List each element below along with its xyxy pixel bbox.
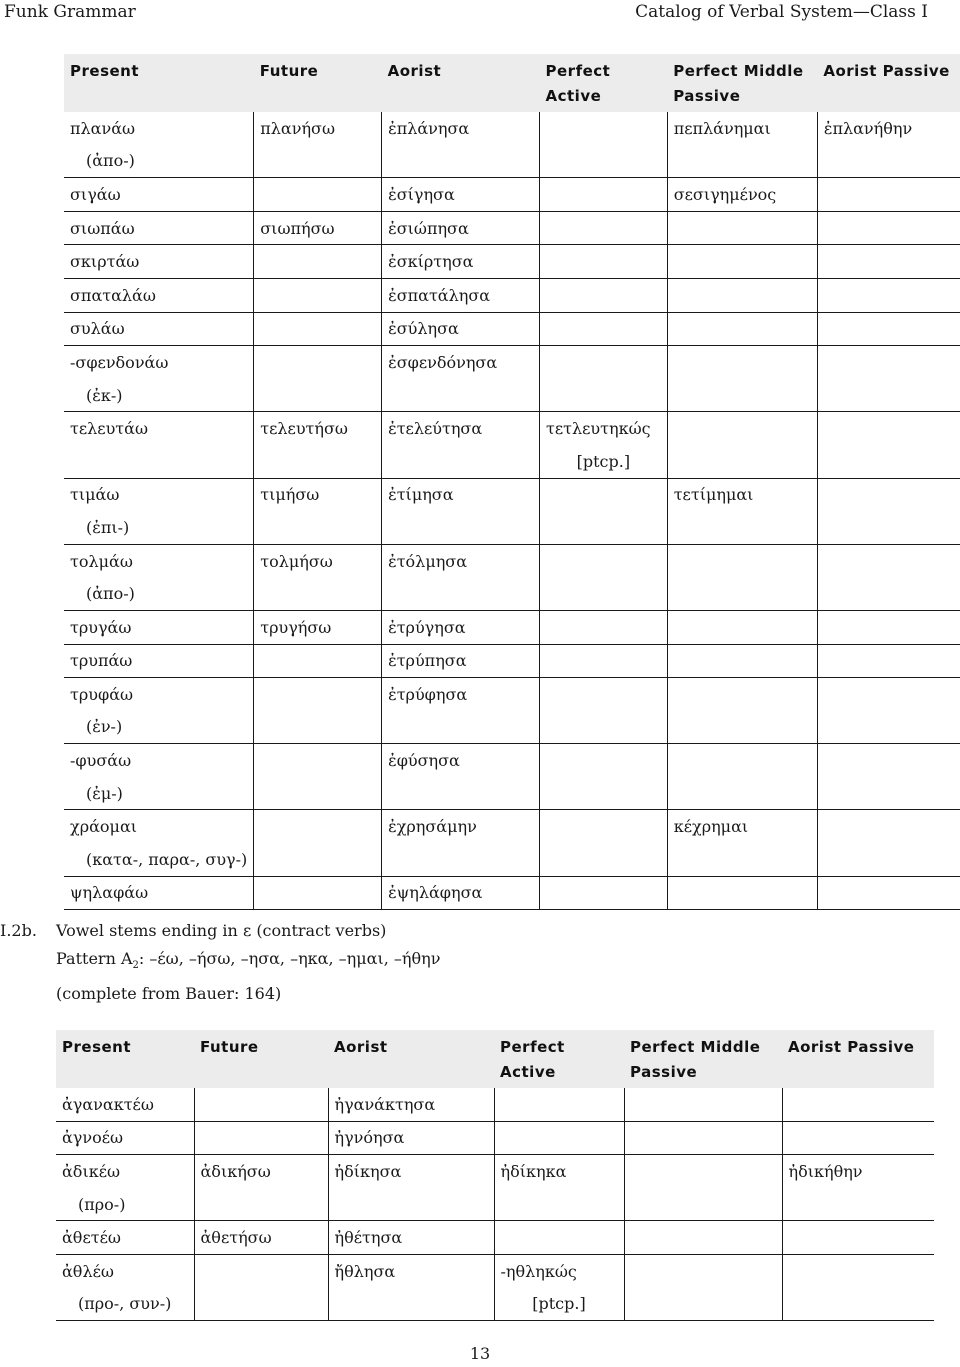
table-row xyxy=(56,1155,934,1188)
table-cell: τρυγήσω xyxy=(254,610,382,644)
table-cell: ἠδικήθην xyxy=(782,1155,934,1188)
table-cell xyxy=(667,644,817,678)
table-cell: τελευτήσω xyxy=(254,412,382,445)
table-row xyxy=(64,412,960,445)
table-cell: -ηθληκώς xyxy=(494,1254,624,1287)
table-cell xyxy=(624,1155,782,1188)
table-cell: τιμήσω xyxy=(254,478,382,511)
table-cell xyxy=(254,312,382,346)
table-cell xyxy=(782,1088,934,1121)
table-cell xyxy=(817,511,960,544)
table-cell: τρυγάω xyxy=(64,610,254,644)
table-header-row xyxy=(64,54,960,112)
table-cell: ἀγανακτέω xyxy=(56,1088,194,1121)
column-header: Perfect Active xyxy=(540,54,668,112)
table-row xyxy=(56,1288,934,1321)
column-header: Perfect Middle Passive xyxy=(624,1030,782,1088)
table-row xyxy=(64,711,960,744)
table-cell xyxy=(817,211,960,245)
table-cell xyxy=(667,678,817,711)
table-row xyxy=(64,577,960,610)
column-header: Aorist Passive xyxy=(817,54,960,112)
table-cell xyxy=(194,1288,328,1321)
table-cell: (προ-, συν-) xyxy=(56,1288,194,1321)
table-row xyxy=(64,112,960,145)
table-cell: τολμήσω xyxy=(254,544,382,577)
table-cell: τρυπάω xyxy=(64,644,254,678)
page-number: 13 xyxy=(469,1344,491,1363)
table-cell xyxy=(254,278,382,312)
table-cell: (ἐκ-) xyxy=(64,379,254,412)
table-cell: ἀθετέω xyxy=(56,1221,194,1255)
table-row xyxy=(64,145,960,178)
table-cell xyxy=(667,379,817,412)
table-cell: σιωπήσω xyxy=(254,211,382,245)
table-cell xyxy=(194,1254,328,1287)
verb-table-contract-alpha xyxy=(64,54,960,910)
table-cell: τελευτάω xyxy=(64,412,254,445)
table-cell: ἐσφενδόνησα xyxy=(382,346,540,379)
running-header-left: Funk Grammar xyxy=(4,2,136,22)
table-cell: σεσιγημένος xyxy=(667,178,817,212)
table-cell xyxy=(254,711,382,744)
table-cell: ἀγνοέω xyxy=(56,1121,194,1155)
table-row xyxy=(64,678,960,711)
table-cell: σκιρτάω xyxy=(64,245,254,279)
table-row xyxy=(64,278,960,312)
table-cell: ἐτόλμησα xyxy=(382,544,540,577)
table-cell xyxy=(540,544,668,577)
table-cell xyxy=(667,145,817,178)
table-cell xyxy=(254,876,382,910)
table-row xyxy=(64,478,960,511)
table-cell xyxy=(817,312,960,346)
table-cell: -φυσάω xyxy=(64,744,254,777)
section-title: Vowel stems ending in ε (contract verbs) xyxy=(56,921,387,940)
table-cell xyxy=(817,412,960,445)
table-cell: (ἐπι-) xyxy=(64,511,254,544)
table-cell xyxy=(540,346,668,379)
table-cell xyxy=(382,777,540,810)
table-cell: πλανάω xyxy=(64,112,254,145)
table-cell: ψηλαφάω xyxy=(64,876,254,910)
table-cell xyxy=(494,1188,624,1221)
table-cell: (ἀπο-) xyxy=(64,145,254,178)
table-cell xyxy=(254,577,382,610)
table-row xyxy=(56,1121,934,1155)
table-cell: σπαταλάω xyxy=(64,278,254,312)
table-cell xyxy=(254,178,382,212)
table-cell xyxy=(382,445,540,478)
table-cell: πλανήσω xyxy=(254,112,382,145)
table-cell xyxy=(540,843,668,876)
table-cell: σιγάω xyxy=(64,178,254,212)
table-cell: [ptcp.] xyxy=(540,445,668,478)
table-cell: συλάω xyxy=(64,312,254,346)
table-cell: ἐσπατάλησα xyxy=(382,278,540,312)
table-cell xyxy=(540,744,668,777)
table-cell xyxy=(540,711,668,744)
column-header: Perfect Middle Passive xyxy=(667,54,817,112)
table-cell xyxy=(667,312,817,346)
table-row xyxy=(64,777,960,810)
table-cell xyxy=(254,843,382,876)
table-cell: ἠγανάκτησα xyxy=(328,1088,494,1121)
table-cell: ἐσίγησα xyxy=(382,178,540,212)
table-cell: ἀδικέω xyxy=(56,1155,194,1188)
table-cell: ἠδίκησα xyxy=(328,1155,494,1188)
table-cell xyxy=(624,1254,782,1287)
table-cell: ἐψηλάφησα xyxy=(382,876,540,910)
table-cell: χράομαι xyxy=(64,810,254,843)
table-cell xyxy=(667,445,817,478)
table-cell xyxy=(540,644,668,678)
table-cell xyxy=(254,777,382,810)
running-header-right: Catalog of Verbal System—Class I xyxy=(635,2,928,22)
table-cell xyxy=(254,245,382,279)
table-row xyxy=(56,1254,934,1287)
table-cell xyxy=(382,379,540,412)
table-row xyxy=(64,211,960,245)
column-header: Future xyxy=(194,1030,328,1088)
table-cell xyxy=(540,577,668,610)
table-cell xyxy=(64,445,254,478)
table-cell xyxy=(817,445,960,478)
table-row xyxy=(64,511,960,544)
table-row xyxy=(64,544,960,577)
table-cell xyxy=(194,1188,328,1221)
table-cell xyxy=(817,544,960,577)
table-cell xyxy=(817,678,960,711)
table-cell xyxy=(782,1288,934,1321)
table-cell: ἐχρησάμην xyxy=(382,810,540,843)
table-cell: ἐτρύπησα xyxy=(382,644,540,678)
table-cell xyxy=(254,744,382,777)
table-cell: ἐπλάνησα xyxy=(382,112,540,145)
table-cell xyxy=(782,1221,934,1255)
table-cell: ἐφύσησα xyxy=(382,744,540,777)
table-cell xyxy=(540,379,668,412)
table-cell xyxy=(494,1121,624,1155)
table-cell xyxy=(667,843,817,876)
table-cell xyxy=(254,145,382,178)
table-cell: τετλευτηκώς xyxy=(540,412,668,445)
table-cell xyxy=(540,178,668,212)
table-row xyxy=(64,445,960,478)
table-cell xyxy=(817,744,960,777)
table-cell xyxy=(667,744,817,777)
table-cell: τολμάω xyxy=(64,544,254,577)
table-cell xyxy=(817,346,960,379)
table-cell xyxy=(254,379,382,412)
table-row xyxy=(64,644,960,678)
table-cell xyxy=(817,178,960,212)
table-cell xyxy=(817,843,960,876)
table-cell xyxy=(817,777,960,810)
table-cell xyxy=(624,1288,782,1321)
table-cell xyxy=(540,312,668,346)
table-cell: [ptcp.] xyxy=(494,1288,624,1321)
table-cell xyxy=(382,843,540,876)
table-cell xyxy=(540,777,668,810)
table-cell xyxy=(667,412,817,445)
column-header: Aorist xyxy=(382,54,540,112)
table-cell xyxy=(667,610,817,644)
table-cell: σιωπάω xyxy=(64,211,254,245)
table-row xyxy=(64,744,960,777)
table-row xyxy=(64,843,960,876)
table-row xyxy=(64,876,960,910)
table-cell xyxy=(667,511,817,544)
table-cell xyxy=(667,245,817,279)
table-cell xyxy=(667,278,817,312)
table-cell: ἤθλησα xyxy=(328,1254,494,1287)
table-cell: (ἐν-) xyxy=(64,711,254,744)
table-cell xyxy=(540,211,668,245)
verb-table-contract-epsilon xyxy=(56,1030,934,1321)
column-header: Present xyxy=(56,1030,194,1088)
table-cell xyxy=(494,1088,624,1121)
section-pattern: Pattern $A_2$: –έω, –ήσω, –ησα, –ηκα, –ημαι, –ήθην xyxy=(56,949,441,972)
table-cell xyxy=(382,577,540,610)
section-source: (complete from Bauer: 164) xyxy=(56,984,282,1004)
table-cell: τιμάω xyxy=(64,478,254,511)
table-cell xyxy=(817,478,960,511)
table-cell: κέχρημαι xyxy=(667,810,817,843)
table-cell: -σφενδονάω xyxy=(64,346,254,379)
table-cell xyxy=(540,245,668,279)
table-cell xyxy=(667,876,817,910)
column-header: Present xyxy=(64,54,254,112)
table-cell xyxy=(817,577,960,610)
table-cell: ἐπλανήθην xyxy=(817,112,960,145)
table-cell xyxy=(667,544,817,577)
table-cell xyxy=(540,145,668,178)
table-cell: (κατα-, παρα-, συγ-) xyxy=(64,843,254,876)
table-row xyxy=(64,312,960,346)
table-cell xyxy=(254,644,382,678)
table-cell xyxy=(328,1288,494,1321)
column-header: Aorist xyxy=(328,1030,494,1088)
table-cell xyxy=(817,876,960,910)
table-row xyxy=(56,1221,934,1255)
table-cell xyxy=(817,278,960,312)
table-cell xyxy=(624,1188,782,1221)
table-cell xyxy=(540,810,668,843)
table-row xyxy=(64,178,960,212)
table-cell xyxy=(667,777,817,810)
table-cell xyxy=(540,610,668,644)
table-row xyxy=(64,379,960,412)
table-cell xyxy=(624,1221,782,1255)
table-row xyxy=(64,810,960,843)
table-cell xyxy=(817,145,960,178)
table-cell: πεπλάνημαι xyxy=(667,112,817,145)
table-cell xyxy=(817,644,960,678)
table-cell: (ἀπο-) xyxy=(64,577,254,610)
table-cell: ἐτρύφησα xyxy=(382,678,540,711)
table-row xyxy=(64,346,960,379)
table-cell xyxy=(540,478,668,511)
table-cell xyxy=(667,346,817,379)
table-cell xyxy=(817,245,960,279)
table-cell xyxy=(817,610,960,644)
table-cell xyxy=(782,1121,934,1155)
table-row xyxy=(56,1188,934,1221)
table-cell: ἐτίμησα xyxy=(382,478,540,511)
table-cell: (προ-) xyxy=(56,1188,194,1221)
table-cell xyxy=(624,1088,782,1121)
column-header: Perfect Active xyxy=(494,1030,624,1088)
table-cell xyxy=(540,278,668,312)
table-cell xyxy=(540,876,668,910)
table-row xyxy=(56,1088,934,1121)
column-header: Aorist Passive xyxy=(782,1030,934,1088)
table-cell xyxy=(254,810,382,843)
table-cell xyxy=(382,145,540,178)
table-cell: ἀθλέω xyxy=(56,1254,194,1287)
table-cell xyxy=(254,445,382,478)
table-cell: ἠθέτησα xyxy=(328,1221,494,1255)
table-cell xyxy=(540,678,668,711)
table-cell xyxy=(194,1088,328,1121)
table-cell xyxy=(494,1221,624,1255)
table-cell: (ἐμ-) xyxy=(64,777,254,810)
table-cell xyxy=(194,1121,328,1155)
table-cell: ἀθετήσω xyxy=(194,1221,328,1255)
column-header: Future xyxy=(254,54,382,112)
table-cell xyxy=(254,511,382,544)
table-cell: ἠδίκηκα xyxy=(494,1155,624,1188)
table-cell: ἐσκίρτησα xyxy=(382,245,540,279)
table-row xyxy=(64,245,960,279)
table-header-row xyxy=(56,1030,934,1088)
table-cell xyxy=(382,511,540,544)
table-cell xyxy=(254,346,382,379)
table-cell xyxy=(540,511,668,544)
table-cell xyxy=(782,1188,934,1221)
table-cell: ἐσύλησα xyxy=(382,312,540,346)
table-row xyxy=(64,610,960,644)
table-cell xyxy=(382,711,540,744)
table-cell xyxy=(667,211,817,245)
table-cell: ἐτρύγησα xyxy=(382,610,540,644)
table-cell: ἠγνόησα xyxy=(328,1121,494,1155)
table-cell xyxy=(817,711,960,744)
table-cell xyxy=(782,1254,934,1287)
table-cell xyxy=(254,678,382,711)
table-cell xyxy=(328,1188,494,1221)
table-cell: ἐτελεύτησα xyxy=(382,412,540,445)
section-number: I.2b. xyxy=(0,921,37,940)
table-cell xyxy=(624,1121,782,1155)
table-cell xyxy=(667,577,817,610)
table-cell: ἐσιώπησα xyxy=(382,211,540,245)
table-cell xyxy=(667,711,817,744)
table-cell xyxy=(817,379,960,412)
table-cell xyxy=(540,112,668,145)
table-cell: τετίμημαι xyxy=(667,478,817,511)
table-cell: ἀδικήσω xyxy=(194,1155,328,1188)
table-cell xyxy=(817,810,960,843)
table-cell: τρυφάω xyxy=(64,678,254,711)
